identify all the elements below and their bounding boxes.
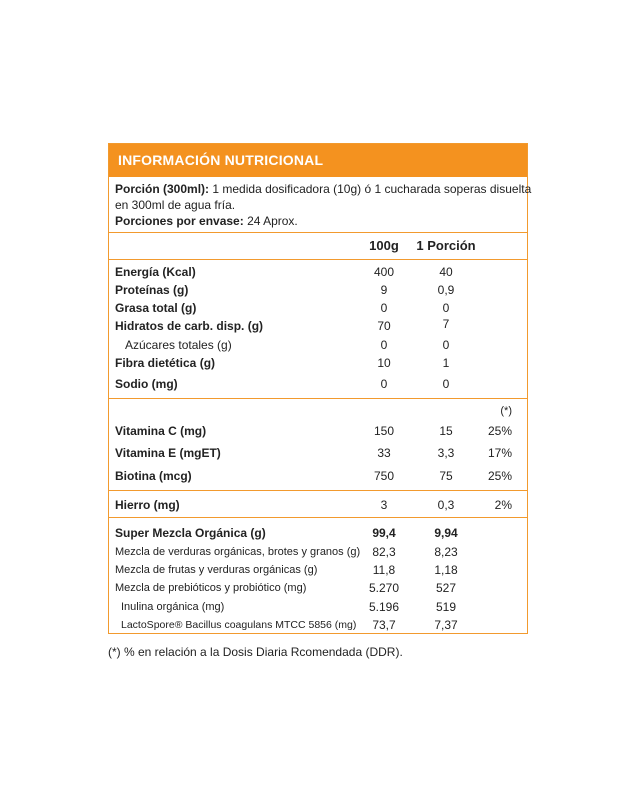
table-header <box>109 144 527 177</box>
dv-marker: (*) <box>500 405 512 417</box>
row-value-portion: 527 <box>435 581 457 595</box>
row-label-carbs: Hidratos de carb. disp. (g) <box>115 319 264 333</box>
row-value-portion: 40 <box>439 265 453 279</box>
row-value-100g: 9 <box>380 283 388 297</box>
divider <box>109 398 527 399</box>
divider <box>109 490 527 491</box>
footnote: (*) % en relación a la Dosis Diaria Rcomendada (DDR). <box>108 645 403 659</box>
per-pack-label: Porciones por envase: <box>115 214 244 228</box>
row-value-100g: 5.196 <box>368 600 400 614</box>
row-value-100g: 5.270 <box>368 581 400 595</box>
col-header-100g: 100g <box>369 238 399 253</box>
row-value-100g: 33 <box>377 446 391 460</box>
row-label-protein: Proteínas (g) <box>115 283 189 297</box>
row-label-energy: Energía (Kcal) <box>115 265 196 279</box>
serving-text2: en 300ml de agua fría. <box>115 198 236 212</box>
row-label-fat: Grasa total (g) <box>115 301 197 315</box>
row-value-pct: 17% <box>487 446 512 460</box>
row-label-fiber: Fibra dietética (g) <box>115 356 216 370</box>
row-label-vitamin-c: Vitamina C (mg) <box>115 424 207 438</box>
row-value-100g: 70 <box>377 319 391 333</box>
divider <box>109 232 527 233</box>
row-value-100g: 750 <box>373 469 395 483</box>
row-value-portion: 3,3 <box>437 446 455 460</box>
row-value-100g: 150 <box>373 424 395 438</box>
divider <box>109 517 527 518</box>
row-value-portion: 1 <box>442 356 450 370</box>
row-value-portion: 8,23 <box>434 545 458 559</box>
row-value-100g: 10 <box>377 356 391 370</box>
row-label-biotin: Biotina (mcg) <box>115 469 192 483</box>
row-value-pct: 2% <box>494 498 512 512</box>
row-value-100g: 0 <box>380 301 388 315</box>
row-value-portion: 1,18 <box>434 563 458 577</box>
row-value-portion: 7,37 <box>434 618 458 632</box>
row-label-prebiotic-mix: Mezcla de prebióticos y probiótico (mg) <box>115 582 307 594</box>
table-title: INFORMACIÓN NUTRICIONAL <box>118 152 324 168</box>
serving-line1 <box>115 182 531 196</box>
row-value-100g: 0 <box>380 338 388 352</box>
row-label-iron: Hierro (mg) <box>115 498 180 512</box>
row-value-100g: 99,4 <box>372 526 396 540</box>
row-value-portion: 0 <box>442 377 450 391</box>
row-label-super-mix: Super Mezcla Orgánica (g) <box>115 526 266 540</box>
row-label-sodium: Sodio (mg) <box>115 377 178 391</box>
row-value-portion: 0 <box>442 338 450 352</box>
row-value-100g: 73,7 <box>372 618 396 632</box>
row-value-pct: 25% <box>487 424 512 438</box>
row-value-portion: 519 <box>435 600 457 614</box>
row-value-portion: 0,9 <box>437 283 455 297</box>
row-value-portion: 15 <box>439 424 453 438</box>
row-value-portion: 0,3 <box>437 498 455 512</box>
serving-label: Porción (300ml): <box>115 182 210 196</box>
servings-per-pack <box>115 214 298 228</box>
row-value-portion: 0 <box>442 301 450 315</box>
per-pack-value: 24 Aprox. <box>247 214 298 228</box>
row-value-100g: 3 <box>380 498 388 512</box>
serving-text1: 1 medida dosificadora (10g) ó 1 cucharada soperas disuelta <box>212 182 532 196</box>
row-label-fruit-mix: Mezcla de frutas y verduras orgánicas (g) <box>115 564 318 576</box>
row-label-inulin: Inulina orgánica (mg) <box>121 601 225 613</box>
row-value-pct: 25% <box>487 469 512 483</box>
row-label-vitamin-e: Vitamina E (mgET) <box>115 446 221 460</box>
row-value-100g: 400 <box>373 265 395 279</box>
row-label-lactospore: LactoSpore® Bacillus coagulans MTCC 5856 (mg) <box>121 619 357 631</box>
row-value-100g: 11,8 <box>372 563 396 577</box>
row-label-sugars: Azúcares totales (g) <box>125 338 232 352</box>
divider <box>109 259 527 260</box>
row-value-portion: 75 <box>439 469 453 483</box>
row-label-veg-mix: Mezcla de verduras orgánicas, brotes y granos (g) <box>115 546 361 558</box>
col-header-portion: 1 Porción <box>416 238 476 253</box>
nutrition-table <box>108 143 532 634</box>
row-value-portion: 7 <box>442 317 450 331</box>
row-value-100g: 0 <box>380 377 388 391</box>
row-value-100g: 82,3 <box>372 545 396 559</box>
row-value-portion: 9,94 <box>434 526 458 540</box>
